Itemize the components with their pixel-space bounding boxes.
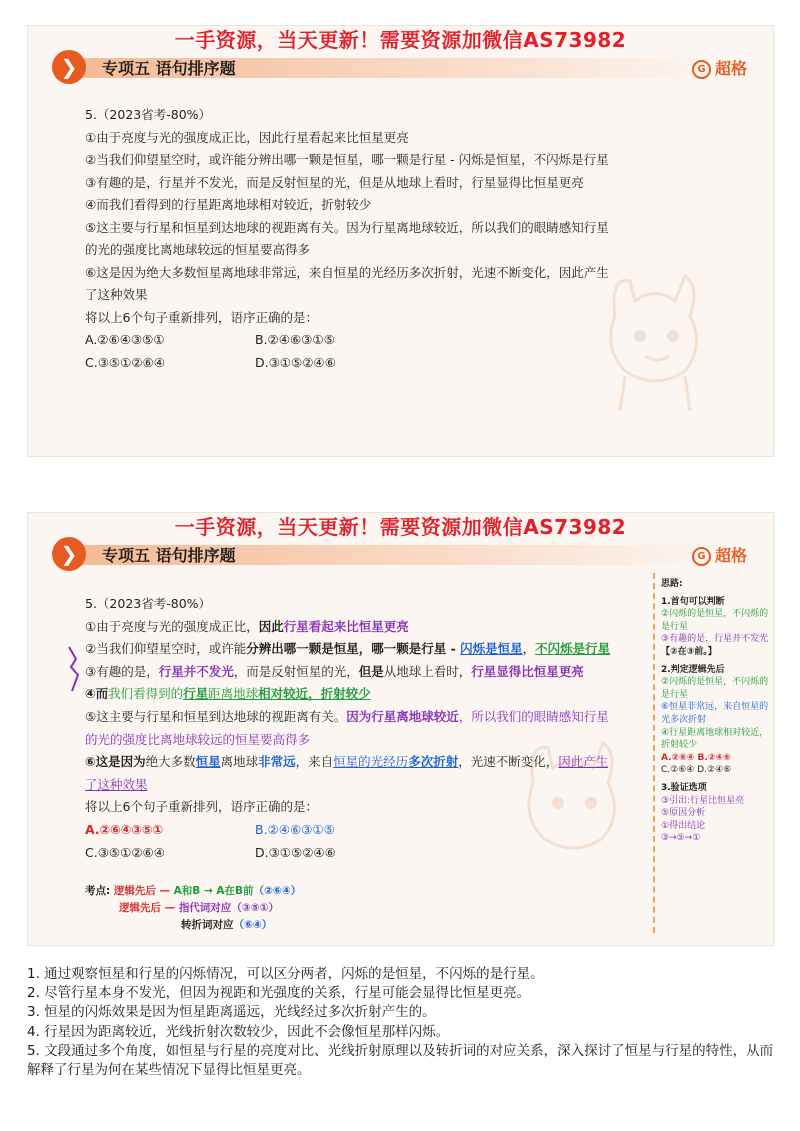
step-3-a: ③引出:行星比恒星亮 [661,795,745,806]
slide-answer [27,512,774,946]
step-2-a: ②闪烁的是恒星，不闪烁的是行星 [661,677,769,700]
step-2-b: ⑥恒星非常远，来自恒星的光多次折射 [661,702,769,725]
annotated-sentence-6-line2: 了这种效果 [85,776,148,792]
banner-text: 一手资源，当天更新！需要资源加微信AS73982 [174,28,627,52]
brand-name: 超格 [714,59,747,78]
question-block [85,104,655,374]
step-3-heading: 3.验证选项 [661,782,707,793]
step-3-b: ⑤原因分析 [661,808,706,819]
brand-name: 超格 [714,546,747,565]
kaodian-row-2: 逻辑先后 — 指代词对应（③⑤①） [119,902,279,914]
option-c[interactable]: C.③⑤①②⑥④ [85,354,165,370]
note-2: 2. 尽管行星本身不发光，但因为视距和光强度的关系，行星可能会显得比恒星更亮。 [27,985,531,1002]
step-2-d: A.②⑥④ B.②④⑥ [661,752,731,763]
slide-question [27,25,774,457]
kaodian-label: 考点: [85,885,111,897]
annotated-sentence-4: ④而我们看得到的行星距离地球相对较近，折射较少 [85,686,371,702]
banner-text: 一手资源，当天更新！需要资源加微信AS73982 [174,515,627,539]
sentence-6-line2: 了这种效果 [85,287,148,302]
sentence-6-line1: ⑥这是因为绝大多数恒星离地球非常远，来自恒星的光经历多次折射，光速不断变化，因此产生 [85,264,609,280]
step-2-e: C.②⑥④ D.②④⑥ [661,765,732,776]
annotated-sentence-5-line2: 的光的强度比离地球较远的恒星要高得多 [85,731,311,747]
brand-g-icon: G [692,60,711,79]
note-3: 3. 恒星的闪烁效果是因为恒星距离遥远，光线经过多次折射产生的。 [27,1004,436,1021]
option-a-correct[interactable]: A.②⑥④③⑤① [85,821,164,837]
annotated-sentence-2: ②当我们仰望星空时，或许能分辨出哪一颗是恒星，哪一颗是行星 - 闪烁是恒星，不闪烁是行星 [85,641,611,657]
step-3-d: ③→⑤→① [661,833,701,844]
options-row-2 [85,352,655,375]
step-2-c: ④行星距离地球相对较近，折射较少 [661,727,769,751]
option-d[interactable]: D.③①⑤②④⑥ [255,844,336,860]
sentence-5-line1: ⑤这主要与行星和恒星到达地球的视距离有关。因为行星离地球较近，所以我们的眼睛感知行星 [85,219,609,235]
sentence-3: ③有趣的是，行星并不发光，而是反射恒星的光，但是从地球上看时，行星显得比恒星更亮 [85,174,584,190]
brand-logo [692,543,747,566]
step-1-a: ②闪烁的是恒星，不闪烁的是行星 [661,609,769,632]
pen-mark-icon [66,645,82,693]
kaodian-row-1: 考点: 逻辑先后 — A和B → A在B前（②⑥④） [85,885,302,897]
sentence-4: ④而我们看得到的行星距离地球相对较近，折射较少 [85,197,372,212]
question-heading: 5.（2023省考-80%） [85,107,212,122]
annotated-sentence-6-line1: ⑥这是因为绝大多数恒星离地球非常远，来自恒星的光经历多次折射，光速不断变化，因此产生 [85,754,609,770]
summary-notes [27,965,775,1080]
kaodian-row-3: 转折词对应（⑥④） [181,919,273,931]
page-title: 专项五 语句排序题 [102,546,236,565]
annotated-sentence-3: ③有趣的是，行星并不发光，而是反射恒星的光，但是从地球上看时，行星显得比恒星更亮 [85,663,584,679]
arrow-icon: ❯ [52,50,86,84]
step-1-heading: 1.首句可以判断 [661,596,725,607]
options-row-1 [85,819,655,842]
page-title: 专项五 语句排序题 [102,59,236,78]
kaodian-block [85,883,301,934]
note-5: 5. 文段通过多个角度，如恒星与行星的亮度对比、光线折射原理以及转折词的对应关系，深入探讨了恒星与行星的特性，从而解释了行星为何在某些情况下显得比恒星更亮。 [27,1042,774,1079]
arrow-icon: ❯ [52,537,86,571]
slide-header [28,537,773,569]
sentence-1: ①由于亮度与光的强度成正比，因此行星看起来比恒星更亮 [85,129,409,145]
step-3-c: ①得出结论 [661,820,706,831]
step-2-heading: 2.判定逻辑先后 [661,664,725,675]
step-1-b: ③有趣的是，行星并不发光 [661,634,769,645]
brand-g-icon: G [692,547,711,566]
option-c[interactable]: C.③⑤①②⑥④ [85,844,165,860]
option-b[interactable]: B.②④⑥③①⑤ [255,821,335,837]
options-row-2 [85,842,655,865]
annotated-sentence-5-line1: ⑤这主要与行星和恒星到达地球的视距离有关。因为行星离地球较近，所以我们的眼睛感知行星 [85,708,609,724]
note-1: 1. 通过观察恒星和行星的闪烁情况，可以区分两者，闪烁的是恒星，不闪烁的是行星。 [27,966,544,982]
sidebar-title: 思路: [661,579,683,589]
note-4: 4. 行星因为距离较近，光线折射次数较少，因此不会像恒星那样闪烁。 [27,1023,450,1040]
option-d[interactable]: D.③①⑤②④⑥ [255,354,336,370]
step-1-c: 【②在③前。】 [661,646,717,657]
question-prompt: 将以上6个句子重新排列，语序正确的是： [85,799,318,815]
option-b[interactable]: B.②④⑥③①⑤ [255,332,335,347]
question-heading: 5.（2023省考-80%） [85,596,212,611]
question-prompt: 将以上6个句子重新排列，语序正确的是： [85,309,318,325]
annotated-question-block [85,593,655,864]
options-row-1 [85,329,655,352]
slide-header [28,50,773,82]
brand-logo [692,56,747,79]
solution-sidebar [653,573,773,933]
sentence-2: ②当我们仰望星空时，或许能分辨出哪一颗是恒星，哪一颗是行星 - 闪烁是恒星，不闪烁是行星 [85,152,609,167]
option-a[interactable]: A.②⑥④③⑤① [85,332,165,347]
annotated-sentence-1: ①由于亮度与光的强度成正比，因此行星看起来比恒星更亮 [85,618,409,634]
sentence-5-line2: 的光的强度比离地球较远的恒星要高得多 [85,242,311,257]
